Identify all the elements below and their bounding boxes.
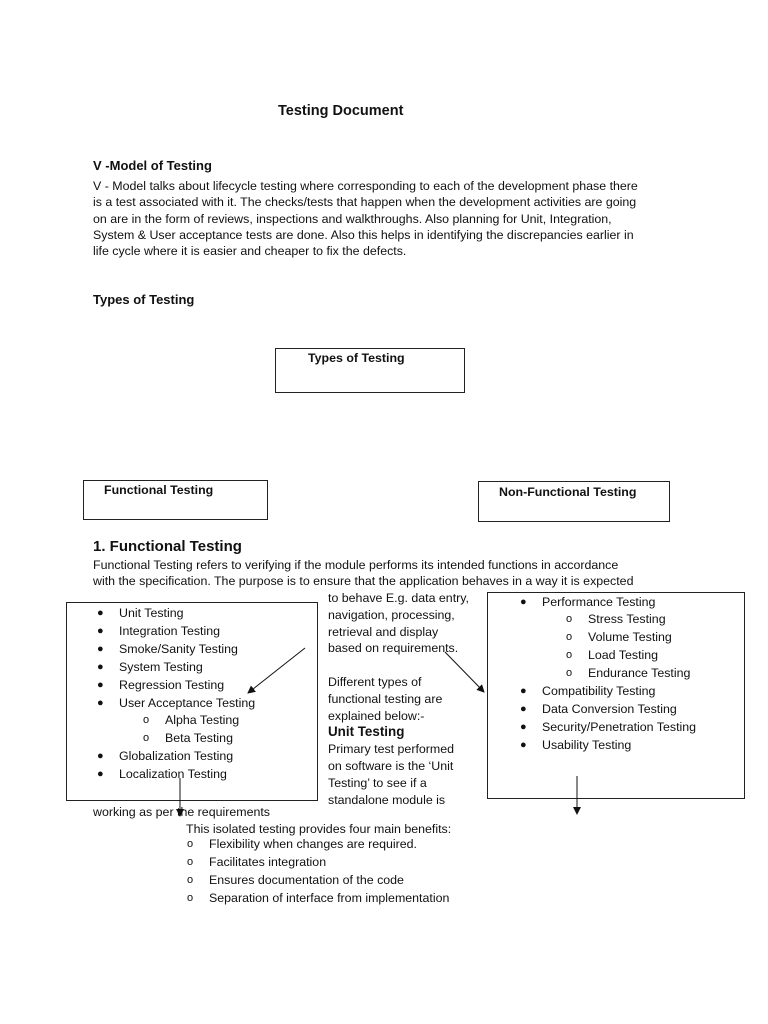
bullet-icon: ●: [97, 607, 104, 619]
unit-line: standalone module is: [328, 792, 446, 807]
unit-line: on software is the ‘Unit: [328, 758, 454, 773]
unit-line: Testing’ to see if a: [328, 775, 427, 790]
arrow-to-right-list: [445, 652, 484, 692]
circle-bullet-icon: o: [187, 892, 194, 904]
benefit-item: [187, 853, 449, 871]
circle-bullet-icon: o: [187, 838, 194, 850]
bullet-icon: ●: [97, 679, 104, 691]
bullet-icon: ●: [97, 768, 104, 780]
sub-list-item-label: Load Testing: [588, 648, 659, 662]
list-item-label: Security/Penetration Testing: [542, 720, 697, 734]
benefit-item: [187, 889, 450, 907]
benefits-list: [187, 835, 450, 907]
functional-intro-line: with the specification. The purpose is to ensure that the application behaves in a way it is expected: [93, 574, 634, 589]
bullet-icon: ●: [520, 703, 527, 715]
non-functional-box-label: Non-Functional Testing: [499, 485, 637, 499]
sub-list-item-label: Endurance Testing: [588, 666, 691, 680]
bullet-icon: ●: [97, 661, 104, 673]
list-item-label: Performance Testing: [542, 595, 656, 609]
bullet-icon: ●: [97, 625, 104, 637]
circle-bullet-icon: o: [566, 631, 573, 643]
vmodel-line: on are in the form of reviews, inspections and walkthroughs. Also planning for Unit, Integration,: [93, 211, 612, 226]
list-item-label: Usability Testing: [542, 738, 632, 752]
unit-testing-heading: Unit Testing: [328, 724, 405, 740]
circle-bullet-icon: o: [143, 732, 150, 744]
benefits-intro: This isolated testing provides four main benefits:: [186, 822, 452, 836]
functional-box-label: Functional Testing: [104, 483, 214, 497]
benefit-label: Separation of interface from implementation: [209, 891, 450, 905]
middle-line: navigation, processing,: [328, 607, 455, 622]
list-item-label: Localization Testing: [119, 767, 227, 781]
vmodel-line: is a test associated with it. The checks/tests that happen when the development activities are going: [93, 195, 637, 210]
vmodel-line: V - Model talks about lifecycle testing where corresponding to each of the development phase there: [93, 179, 638, 193]
bullet-icon: ●: [97, 697, 104, 709]
middle-line: Different types of: [328, 674, 422, 689]
sub-list-item-label: Volume Testing: [588, 630, 672, 644]
bullet-icon: ●: [97, 750, 104, 762]
circle-bullet-icon: o: [566, 649, 573, 661]
document-title: Testing Document: [278, 103, 404, 119]
benefit-label: Flexibility when changes are required.: [209, 837, 417, 851]
list-item-label: User Acceptance Testing: [119, 696, 256, 710]
types-box-label: Types of Testing: [308, 351, 405, 365]
middle-line: retrieval and display: [328, 624, 439, 639]
sub-list-item-label: Alpha Testing: [165, 713, 240, 727]
benefit-label: Ensures documentation of the code: [209, 873, 404, 887]
middle-line: to behave E.g. data entry,: [328, 591, 469, 605]
list-item-label: Globalization Testing: [119, 749, 234, 763]
sub-list-item-label: Beta Testing: [165, 731, 233, 745]
arrow-to-left-list: [248, 648, 305, 693]
benefit-item: [187, 835, 449, 853]
bullet-icon: ●: [520, 721, 527, 733]
bullet-icon: ●: [520, 739, 527, 751]
unit-line: Primary test performed: [328, 742, 455, 757]
middle-line: explained below:-: [328, 708, 425, 723]
bullet-icon: ●: [97, 643, 104, 655]
circle-bullet-icon: o: [187, 874, 194, 886]
bullet-icon: ●: [520, 685, 527, 697]
middle-line: functional testing are: [328, 691, 443, 706]
vmodel-line: System & User acceptance tests are done. Also this helps in identifying the discrepancies earlier in: [93, 227, 634, 242]
working-line: working as per the requirements: [93, 805, 270, 819]
list-item-label: System Testing: [119, 660, 203, 674]
list-item-label: Data Conversion Testing: [542, 702, 677, 716]
list-item-label: Smoke/Sanity Testing: [119, 642, 238, 656]
list-item-label: Integration Testing: [119, 624, 221, 638]
circle-bullet-icon: o: [187, 856, 194, 868]
vmodel-heading: V -Model of Testing: [93, 158, 212, 173]
functional-intro-line: Functional Testing refers to verifying if the module performs its intended functions in accordance: [93, 558, 619, 572]
list-item-label: Unit Testing: [119, 606, 184, 620]
circle-bullet-icon: o: [566, 667, 573, 679]
vmodel-line: life cycle where it is easier and cheaper to fix the defects.: [93, 244, 407, 259]
sub-list-item-label: Stress Testing: [588, 612, 666, 626]
list-item-label: Regression Testing: [119, 678, 225, 692]
types-heading: Types of Testing: [93, 292, 195, 307]
circle-bullet-icon: o: [566, 613, 573, 625]
functional-heading: 1. Functional Testing: [93, 538, 242, 555]
bullet-icon: ●: [520, 596, 527, 608]
benefit-label: Facilitates integration: [209, 855, 327, 869]
benefit-item: [187, 871, 449, 889]
list-item-label: Compatibility Testing: [542, 684, 656, 698]
circle-bullet-icon: o: [143, 714, 150, 726]
middle-line: based on requirements.: [328, 641, 459, 656]
